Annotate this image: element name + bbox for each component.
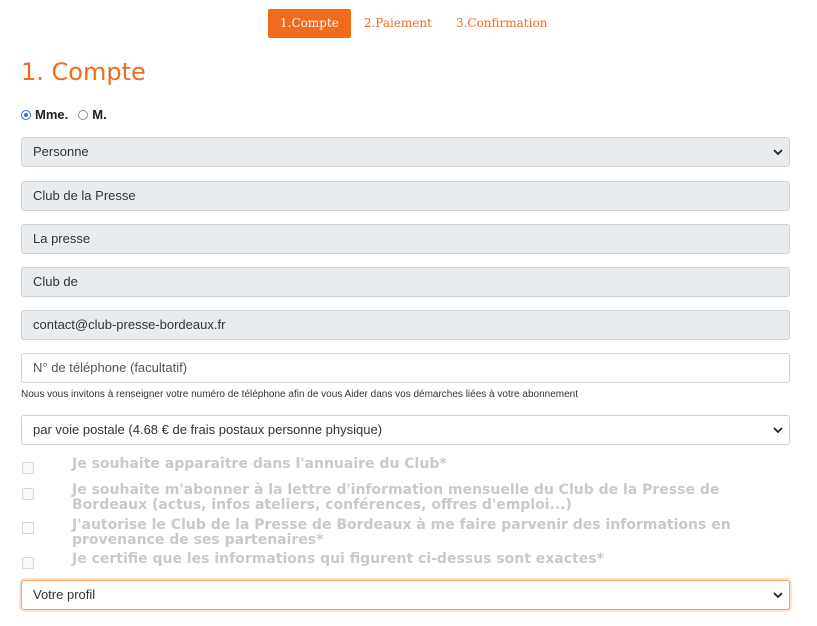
delivery-select[interactable]	[21, 415, 790, 445]
radio-m[interactable]	[78, 110, 88, 120]
chevron-down-icon	[773, 590, 783, 600]
civility-group	[21, 107, 117, 122]
last-name-field[interactable]: La presse	[21, 224, 790, 254]
radio-mme[interactable]	[21, 110, 31, 120]
first-name-field[interactable]: Club de	[21, 267, 790, 297]
checkbox-newsletter-label: Je souhaite m'abonner à la lettre d'information mensuelle du Club de la Presse de Bordeaux (actus, infos ateliers, conférences, offres d'emploi...)	[72, 482, 720, 513]
checkbox-partners-label: J'autorise le Club de la Presse de Bordeaux à me faire parvenir des informations en provenance de ses partenaires*	[72, 517, 731, 548]
checkbox-annuaire-label: Je souhaite apparaître dans l'annuaire du Club*	[72, 456, 447, 472]
email-field[interactable]: contact@club-presse-bordeaux.fr	[21, 310, 790, 340]
profile-select-value: Votre profil	[33, 587, 96, 602]
checkbox-certify-label: Je certifie que les informations qui figurent ci-dessus sont exactes*	[72, 551, 604, 567]
phone-field[interactable]: N° de téléphone (facultatif)	[21, 353, 790, 383]
page-title: 1. Compte	[21, 58, 146, 86]
type-select[interactable]	[21, 137, 790, 167]
radio-m-label[interactable]: M.	[92, 107, 107, 122]
step-tabs	[268, 9, 559, 38]
profile-select[interactable]	[21, 580, 790, 610]
organisation-field[interactable]: Club de la Presse	[21, 181, 790, 211]
delivery-select-value: par voie postale (4.68 € de frais postaux personne physique)	[33, 422, 383, 437]
checkbox-newsletter[interactable]	[22, 488, 34, 500]
step-paiement[interactable]: 2.Paiement	[363, 16, 432, 30]
checkbox-partners[interactable]	[22, 522, 34, 534]
chevron-down-icon	[773, 425, 783, 435]
checkbox-certify[interactable]	[22, 557, 34, 569]
step-compte[interactable]: 1.Compte	[268, 9, 351, 38]
radio-mme-label[interactable]: Mme.	[35, 107, 69, 122]
phone-help-text: Nous vous invitons à renseigner votre numéro de téléphone afin de vous Aider dans vos démarches liées à votre abonnement	[21, 389, 579, 400]
type-select-value: Personne	[33, 144, 89, 159]
step-confirmation[interactable]: 3.Confirmation	[455, 16, 548, 30]
chevron-down-icon	[773, 147, 783, 157]
checkbox-annuaire[interactable]	[22, 462, 34, 474]
